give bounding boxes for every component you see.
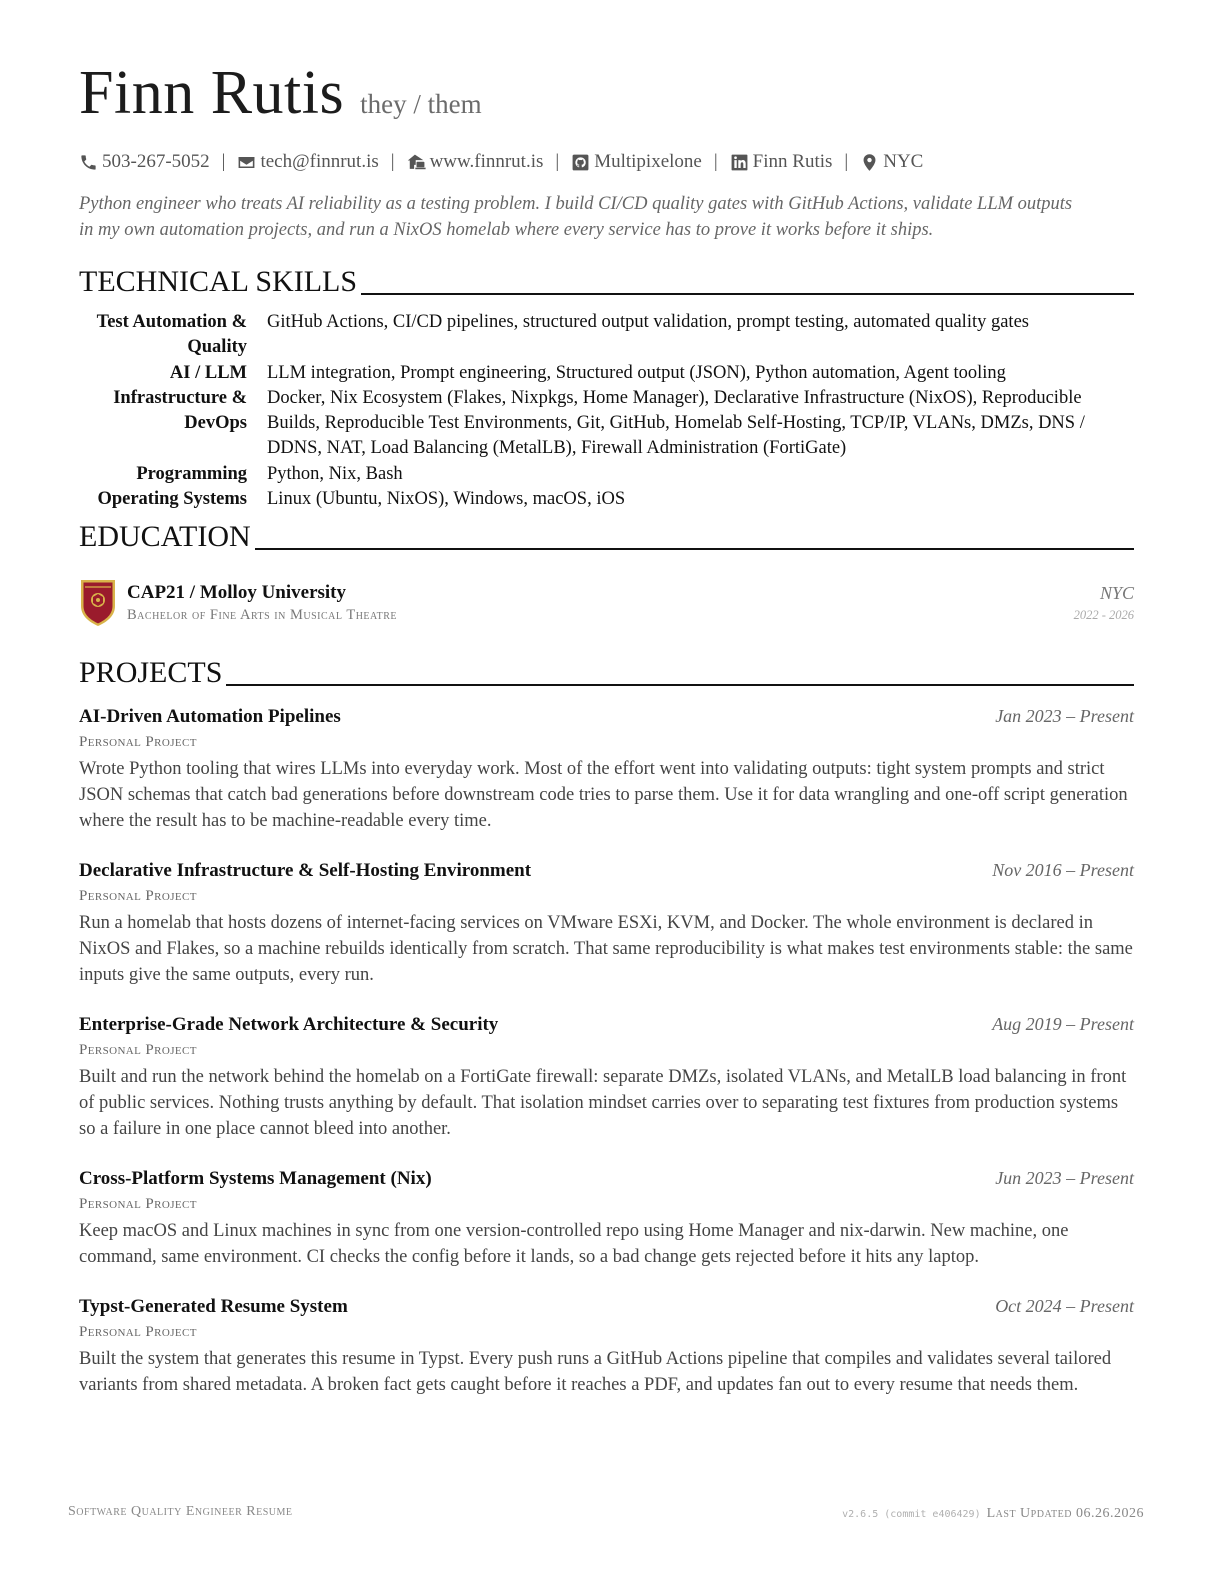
skill-row [79,487,1134,512]
section-heading: EDUCATION [79,520,251,554]
project-description: Keep macOS and Linux machines in sync from one version-controlled repo using Home Manager and nix-darwin. New machine, one command, same environment. CI checks the config before it lands, so a bad change gets rejected before it hits any laptop. [79,1221,1069,1268]
project-entry [79,1014,1134,1142]
location-text: NYC [883,151,924,172]
project-dates: Jun 2023 – Present [995,1168,1134,1189]
project-type: Personal Project [79,1042,197,1059]
school-name: CAP21 / Molloy University [127,582,347,604]
section-rule [361,293,1134,295]
phone-text: 503-267-5052 [102,151,210,172]
skill-row [79,386,1134,462]
contact-phone[interactable] [79,151,210,173]
section-heading: TECHNICAL SKILLS [79,265,358,298]
contact-separator: | [844,151,849,172]
skill-category: Programming [136,463,247,484]
header [79,58,1134,136]
university-shield-icon [79,578,117,628]
linkedin-icon [730,153,749,172]
education-main [127,581,1074,625]
phone-icon [79,153,98,172]
project-description: Run a homelab that hosts dozens of internet-facing services on VMware ESXi, KVM, and Docker. The whole environment is declared in NixOS and Flakes, so a machine rebuilds identically from scratch. That same reproducibility is what makes test environments stable: the same inputs give the same outputs, every run. [79,913,1133,986]
skill-row [79,361,1134,386]
footer-resume-title: Software Quality Engineer Resume [68,1504,293,1519]
project-header [79,706,1134,732]
email-text: tech@finnrut.is [260,151,379,172]
degree-name: Bachelor of Fine Arts in Musical Theatre [127,607,398,624]
summary: Python engineer who treats AI reliability as a testing problem. I build CI/CD quality gates with GitHub Actions, validate LLM outputs in my own automation projects, and run a NixOS homelab where every service has to prove it works before it ships. [79,194,1073,240]
project-entry [79,1296,1134,1398]
contact-separator: | [713,151,718,172]
github-text: Multipixelone [594,151,702,172]
skill-items: GitHub Actions, CI/CD pipelines, structured output validation, prompt testing, automated quality gates [267,312,1029,332]
section-rule [226,684,1134,686]
section-heading: PROJECTS [79,656,223,690]
section-rule [255,548,1134,550]
project-dates: Aug 2019 – Present [992,1014,1134,1035]
contact-linkedin[interactable] [730,151,833,173]
education-section-title [79,520,1134,554]
skill-category: Operating Systems [97,489,247,510]
github-icon [571,153,590,172]
contact-separator: | [390,151,395,172]
skill-items: LLM integration, Prompt engineering, Structured output (JSON), Python automation, Agent tooling [267,362,1006,383]
project-dates: Nov 2016 – Present [992,860,1134,881]
project-description: Wrote Python tooling that wires LLMs into everyday work. Most of the effort went into validating outputs: tight system prompts and strict JSON schemas that catch bad generations before downstream code tries to parse them. Use it for data wrangling and one-off script generation where the result has to be machine-readable every time. [79,759,1128,832]
website-text: www.finnrut.is [429,151,544,172]
project-title: Enterprise-Grade Network Architecture & Security [79,1014,499,1036]
project-title: Declarative Infrastructure & Self-Hosting Environment [79,860,532,882]
contact-github[interactable] [571,151,702,173]
project-dates: Oct 2024 – Present [995,1296,1134,1317]
project-header [79,860,1134,886]
skill-items: Docker, Nix Ecosystem (Flakes, Nixpkgs, Home Manager), Declarative Infrastructure (NixOS), Reproducible Builds, Reproducible Test Environments, Git, GitHub, Homelab Self-Hosting, TCP/IP, VLANs, DMZs, DNS / DDNS, NAT, Load Balancing (MetalLB), Firewall Administration (FortiGate) [267,387,1085,459]
footer-version: v2.6.5 (commit e406429) [842,1509,981,1520]
skill-items: Python, Nix, Bash [267,463,403,484]
contact-website[interactable] [407,151,544,173]
education-meta [1074,581,1134,625]
project-type: Personal Project [79,734,197,751]
skill-category: Infrastructure & DevOps [113,387,247,434]
school-location: NYC [1099,583,1134,604]
project-header [79,1296,1134,1322]
skill-category: Test Automation & Quality [96,312,247,358]
skill-items: Linux (Ubuntu, NixOS), Windows, macOS, iOS [267,489,626,510]
project-type: Personal Project [79,888,197,905]
candidate-name: Finn Rutis [79,59,345,127]
project-entry [79,706,1134,834]
projects-section-title [79,656,1134,690]
skill-row [79,310,1134,361]
envelope-icon [237,153,256,172]
contact-location [860,151,923,173]
contact-bar [79,146,1134,178]
project-title: AI-Driven Automation Pipelines [79,706,341,728]
project-dates: Jan 2023 – Present [995,706,1134,727]
project-type: Personal Project [79,1324,197,1341]
project-entry [79,1168,1134,1270]
project-list [79,706,1134,1398]
project-description: Built and run the network behind the homelab on a FortiGate firewall: separate DMZs, isolated VLANs, and MetalLB load balancing in front of public services. Nothing trusts anything by default. That isolation mindset carries over to separating test fixtures from production systems so a failure in one place cannot bleed into another. [79,1067,1127,1140]
project-description: Built the system that generates this resume in Typst. Every push runs a GitHub Actions pipeline that compiles and validates several tailored variants from shared metadata. A broken fact gets caught before it reaches a PDF, and updates fan out to every resume that needs them. [79,1349,1112,1396]
location-pin-icon [860,153,879,172]
project-title: Cross-Platform Systems Management (Nix) [79,1168,432,1190]
skill-row [79,462,1134,487]
skills-section-title [79,265,1134,299]
footer-last-updated: Last Updated 06.26.2026 [986,1506,1144,1521]
project-entry [79,860,1134,988]
project-header [79,1014,1134,1040]
project-header [79,1168,1134,1194]
education-entry [79,576,1134,630]
project-type: Personal Project [79,1196,197,1213]
footer-meta [842,1506,1144,1522]
project-title: Typst-Generated Resume System [79,1296,348,1318]
house-laptop-icon [407,153,426,172]
contact-separator: | [555,151,560,172]
linkedin-text: Finn Rutis [752,151,833,172]
pronouns: they / them [360,89,482,119]
skill-category: AI / LLM [169,362,247,383]
resume-page [79,58,1134,1424]
contact-email[interactable] [237,151,378,173]
skills-table [79,310,1134,512]
school-dates: 2022 - 2026 [1073,608,1134,623]
contact-separator: | [221,151,226,172]
